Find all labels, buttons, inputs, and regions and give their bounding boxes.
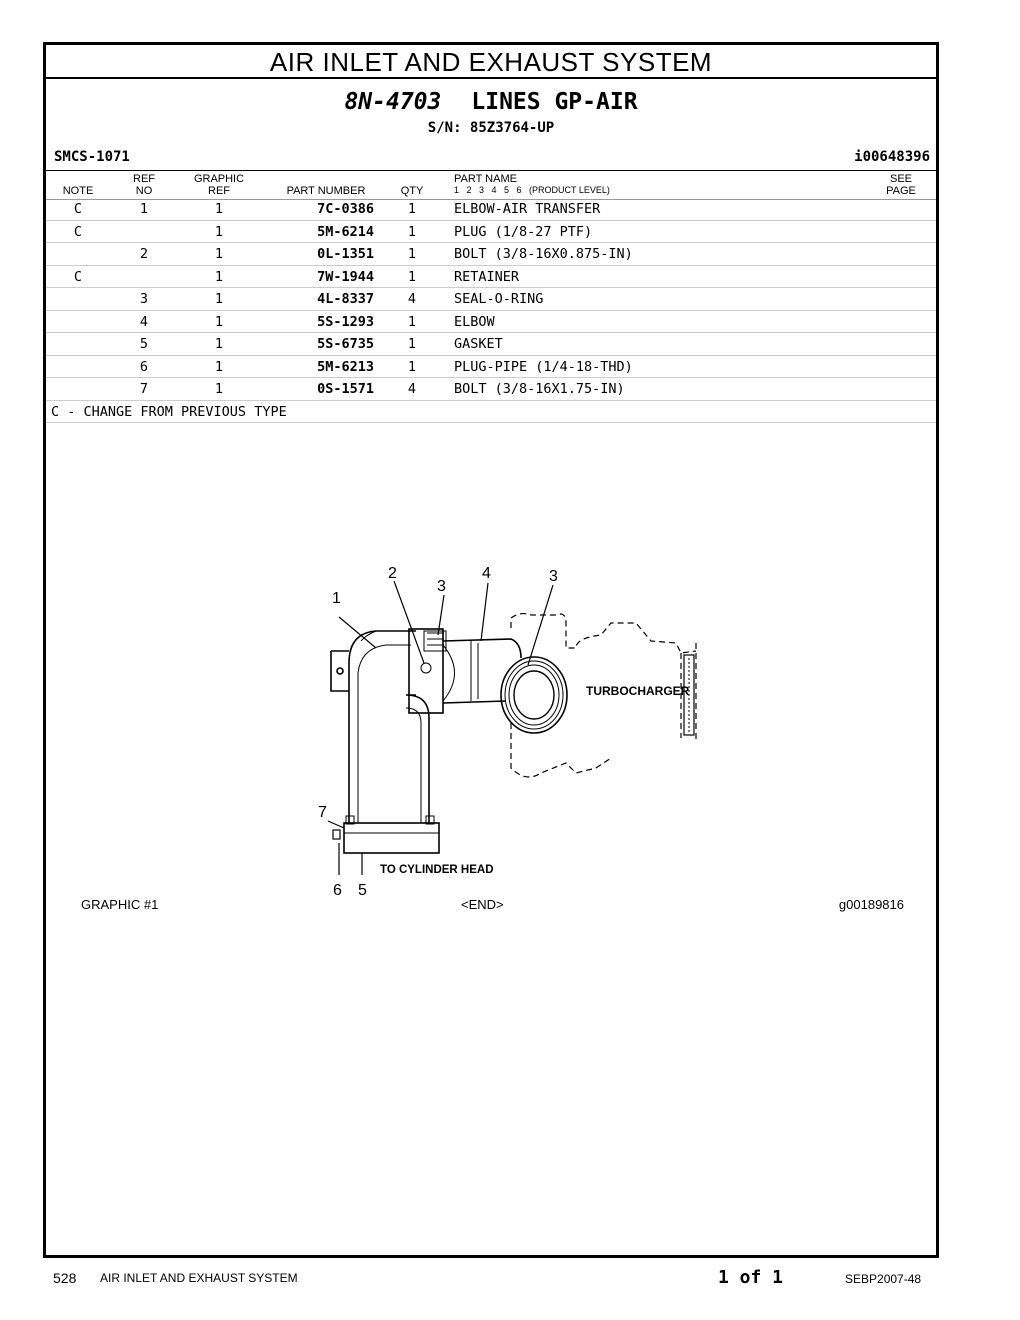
table-row xyxy=(46,198,936,221)
row-note: C xyxy=(73,223,83,240)
header-graphic-top: GRAPHIC xyxy=(193,173,245,185)
table-row xyxy=(46,378,936,401)
row-graphic-ref: 1 xyxy=(214,223,224,240)
row-part-number: 4L-8337 xyxy=(317,291,374,307)
row-part-name: ELBOW-AIR TRANSFER xyxy=(454,201,601,217)
callout-4: 4 xyxy=(482,565,491,582)
callout-3-seal: 3 xyxy=(549,568,558,585)
turbocharger-outline xyxy=(511,614,696,653)
elbow-inner-line xyxy=(406,695,429,823)
retainer-clamp xyxy=(409,629,443,713)
footnote xyxy=(46,401,936,423)
row-note: C xyxy=(73,268,83,285)
group-part-name: LINES GP-AIR xyxy=(471,89,638,115)
part-title xyxy=(46,89,936,115)
elbow-section xyxy=(443,639,521,658)
table-row xyxy=(46,243,936,266)
table-row xyxy=(46,356,936,379)
callout-7: 7 xyxy=(318,804,327,821)
row-note: C xyxy=(73,201,83,217)
row-qty: 4 xyxy=(407,291,417,307)
row-graphic-ref: 1 xyxy=(214,313,224,330)
row-qty: 4 xyxy=(407,381,417,397)
row-graphic-ref: 1 xyxy=(214,268,224,285)
header-part-name: PART NAME xyxy=(454,173,517,185)
pipe-plug xyxy=(333,830,340,839)
row-graphic-ref: 1 xyxy=(214,358,224,375)
row-qty: 1 xyxy=(407,246,417,262)
row-part-name: GASKET xyxy=(454,336,503,352)
row-part-name: PLUG (1/8-27 PTF) xyxy=(454,223,593,240)
row-part-name: ELBOW xyxy=(454,313,495,330)
footer-section: AIR INLET AND EXHAUST SYSTEM xyxy=(100,1271,298,1285)
row-ref-no: 5 xyxy=(139,336,149,352)
elbow-outer-line xyxy=(349,631,416,823)
graphic-id: g00189816 xyxy=(838,897,904,912)
row-ref-no: 3 xyxy=(139,291,149,307)
header-note: NOTE xyxy=(62,185,94,197)
callout-5: 5 xyxy=(358,882,367,899)
row-part-number: 5S-1293 xyxy=(317,313,374,330)
header-ref-top: REF xyxy=(133,173,155,185)
row-part-number: 0S-1571 xyxy=(317,381,374,397)
row-qty: 1 xyxy=(407,268,417,285)
document-id: SEBP2007-48 xyxy=(845,1272,922,1286)
row-part-name: RETAINER xyxy=(454,268,520,285)
callout-6: 6 xyxy=(333,882,342,899)
section-title: AIR INLET AND EXHAUST SYSTEM xyxy=(46,45,936,79)
callout-1: 1 xyxy=(332,590,341,607)
row-graphic-ref: 1 xyxy=(214,336,224,352)
header-see-bottom: PAGE xyxy=(886,185,916,197)
row-part-number: 7C-0386 xyxy=(317,201,374,217)
row-qty: 1 xyxy=(407,201,417,217)
smcs-code: SMCS-1071 xyxy=(54,149,130,165)
header-part-number: PART NUMBER xyxy=(286,185,366,197)
page-frame xyxy=(43,42,939,1258)
row-part-name: PLUG-PIPE (1/4-18-THD) xyxy=(454,358,633,375)
row-part-number: 5M-6214 xyxy=(317,223,374,240)
row-part-name: BOLT (3/8-16X1.75-IN) xyxy=(454,381,625,397)
header-product-levels: 1 2 3 4 5 6 (PRODUCT LEVEL) xyxy=(454,185,610,195)
turbocharger-label: TURBOCHARGER xyxy=(586,684,690,698)
bottom-flange xyxy=(344,823,439,853)
row-part-number: 0L-1351 xyxy=(317,246,374,262)
table-row xyxy=(46,311,936,334)
row-qty: 1 xyxy=(407,358,417,375)
footnote-text: C - CHANGE FROM PREVIOUS TYPE xyxy=(51,403,287,420)
row-graphic-ref: 1 xyxy=(214,381,224,397)
row-graphic-ref: 1 xyxy=(214,246,224,262)
row-qty: 1 xyxy=(407,313,417,330)
table-row xyxy=(46,221,936,244)
row-graphic-ref: 1 xyxy=(214,201,224,217)
row-part-name: SEAL-O-RING xyxy=(454,291,544,307)
callout-3-retainer: 3 xyxy=(437,578,446,595)
row-ref-no: 7 xyxy=(139,381,149,397)
mounting-tab xyxy=(331,651,349,691)
row-graphic-ref: 1 xyxy=(214,291,224,307)
row-part-number: 5S-6735 xyxy=(317,336,374,352)
table-row xyxy=(46,266,936,289)
header-graphic-bottom: REF xyxy=(208,185,230,197)
page-count: 1 of 1 xyxy=(718,1267,784,1288)
row-qty: 1 xyxy=(407,223,417,240)
parts-illustration xyxy=(266,523,696,899)
row-part-number: 5M-6213 xyxy=(317,358,374,375)
group-part-number: 8N-4703 xyxy=(344,89,442,115)
end-marker: <END> xyxy=(461,897,504,912)
parts-table-body xyxy=(46,198,936,423)
header-qty: QTY xyxy=(400,185,424,197)
seal-o-ring xyxy=(501,657,567,733)
turbo-inlet xyxy=(514,671,554,719)
illustration-id: i00648396 xyxy=(854,149,930,165)
row-ref-no: 1 xyxy=(139,201,149,217)
serial-range: S/N: 85Z3764-UP xyxy=(427,120,555,136)
parts-table-header xyxy=(46,170,936,200)
row-part-name: BOLT (3/8-16X0.875-IN) xyxy=(454,246,633,262)
cylinder-head-label: TO CYLINDER HEAD xyxy=(380,864,494,876)
graphic-number: GRAPHIC #1 xyxy=(81,897,159,912)
callout-2: 2 xyxy=(388,565,397,582)
page-number: 528 xyxy=(53,1270,77,1286)
row-ref-no: 4 xyxy=(139,313,149,330)
row-ref-no: 2 xyxy=(139,246,149,262)
header-ref-bottom: NO xyxy=(135,185,153,197)
row-qty: 1 xyxy=(407,336,417,352)
table-row xyxy=(46,333,936,356)
row-ref-no: 6 xyxy=(139,358,149,375)
row-part-number: 7W-1944 xyxy=(317,268,374,285)
table-row xyxy=(46,288,936,311)
header-see-top: SEE xyxy=(889,173,912,185)
